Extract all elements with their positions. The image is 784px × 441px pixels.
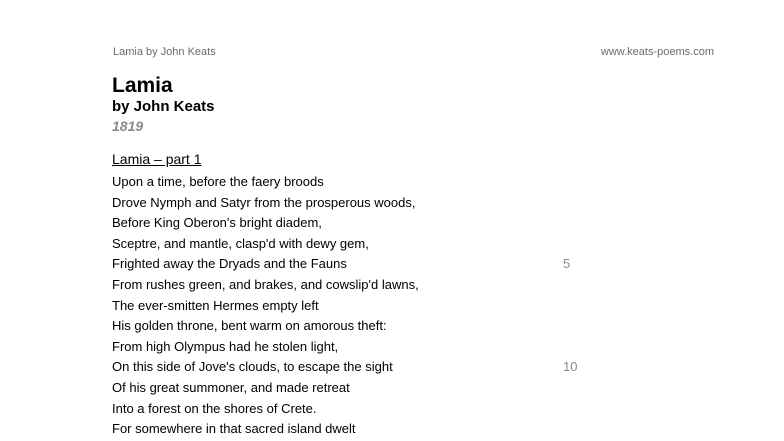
line-number: 5 (563, 256, 571, 272)
poem-line-text: Into a forest on the shores of Crete. (112, 400, 317, 416)
poem-line (112, 357, 612, 378)
poem-line (112, 193, 612, 214)
poem-line (112, 378, 612, 399)
poem-author: by John Keats (112, 98, 215, 115)
poem-line (112, 172, 612, 193)
poem-title: Lamia (112, 74, 173, 97)
poem-line-text: From rushes green, and brakes, and cowslip'd lawns, (112, 276, 419, 292)
poem-line-text: The ever-smitten Hermes empty left (112, 297, 319, 313)
running-header-title: Lamia by John Keats (113, 46, 216, 58)
running-header-website: www.keats-poems.com (600, 46, 714, 58)
poem-line-text: Upon a time, before the faery broods (112, 174, 324, 189)
poem-line-text: Drove Nymph and Satyr from the prosperous woods, (112, 194, 416, 210)
poem-line (112, 316, 612, 337)
poem-line-text: Frighted away the Dryads and the Fauns (112, 256, 347, 272)
poem-line (112, 275, 612, 296)
poem-line (112, 213, 612, 234)
poem-line-text: Before King Oberon's bright diadem, (112, 215, 322, 231)
poem-year: 1819 (112, 118, 144, 134)
poem-line-text: Of his great summoner, and made retreat (112, 379, 350, 395)
poem-line-text: Sceptre, and mantle, clasp'd with dewy gem, (112, 235, 369, 251)
poem-line (112, 337, 612, 358)
poem-line (112, 399, 612, 420)
poem-line-text: For somewhere in that sacred island dwelt (112, 421, 356, 437)
poem-line (112, 254, 612, 275)
poem-line-text: On this side of Jove's clouds, to escape the sight (112, 359, 393, 375)
poem-body (112, 172, 612, 440)
poem-line (112, 419, 612, 440)
poem-line-text: His golden throne, bent warm on amorous theft: (112, 318, 387, 334)
poem-line (112, 296, 612, 317)
section-heading: Lamia – part 1 (112, 151, 202, 167)
line-number: 10 (563, 359, 578, 375)
poem-line (112, 234, 612, 255)
poem-line-text: From high Olympus had he stolen light, (112, 338, 339, 354)
